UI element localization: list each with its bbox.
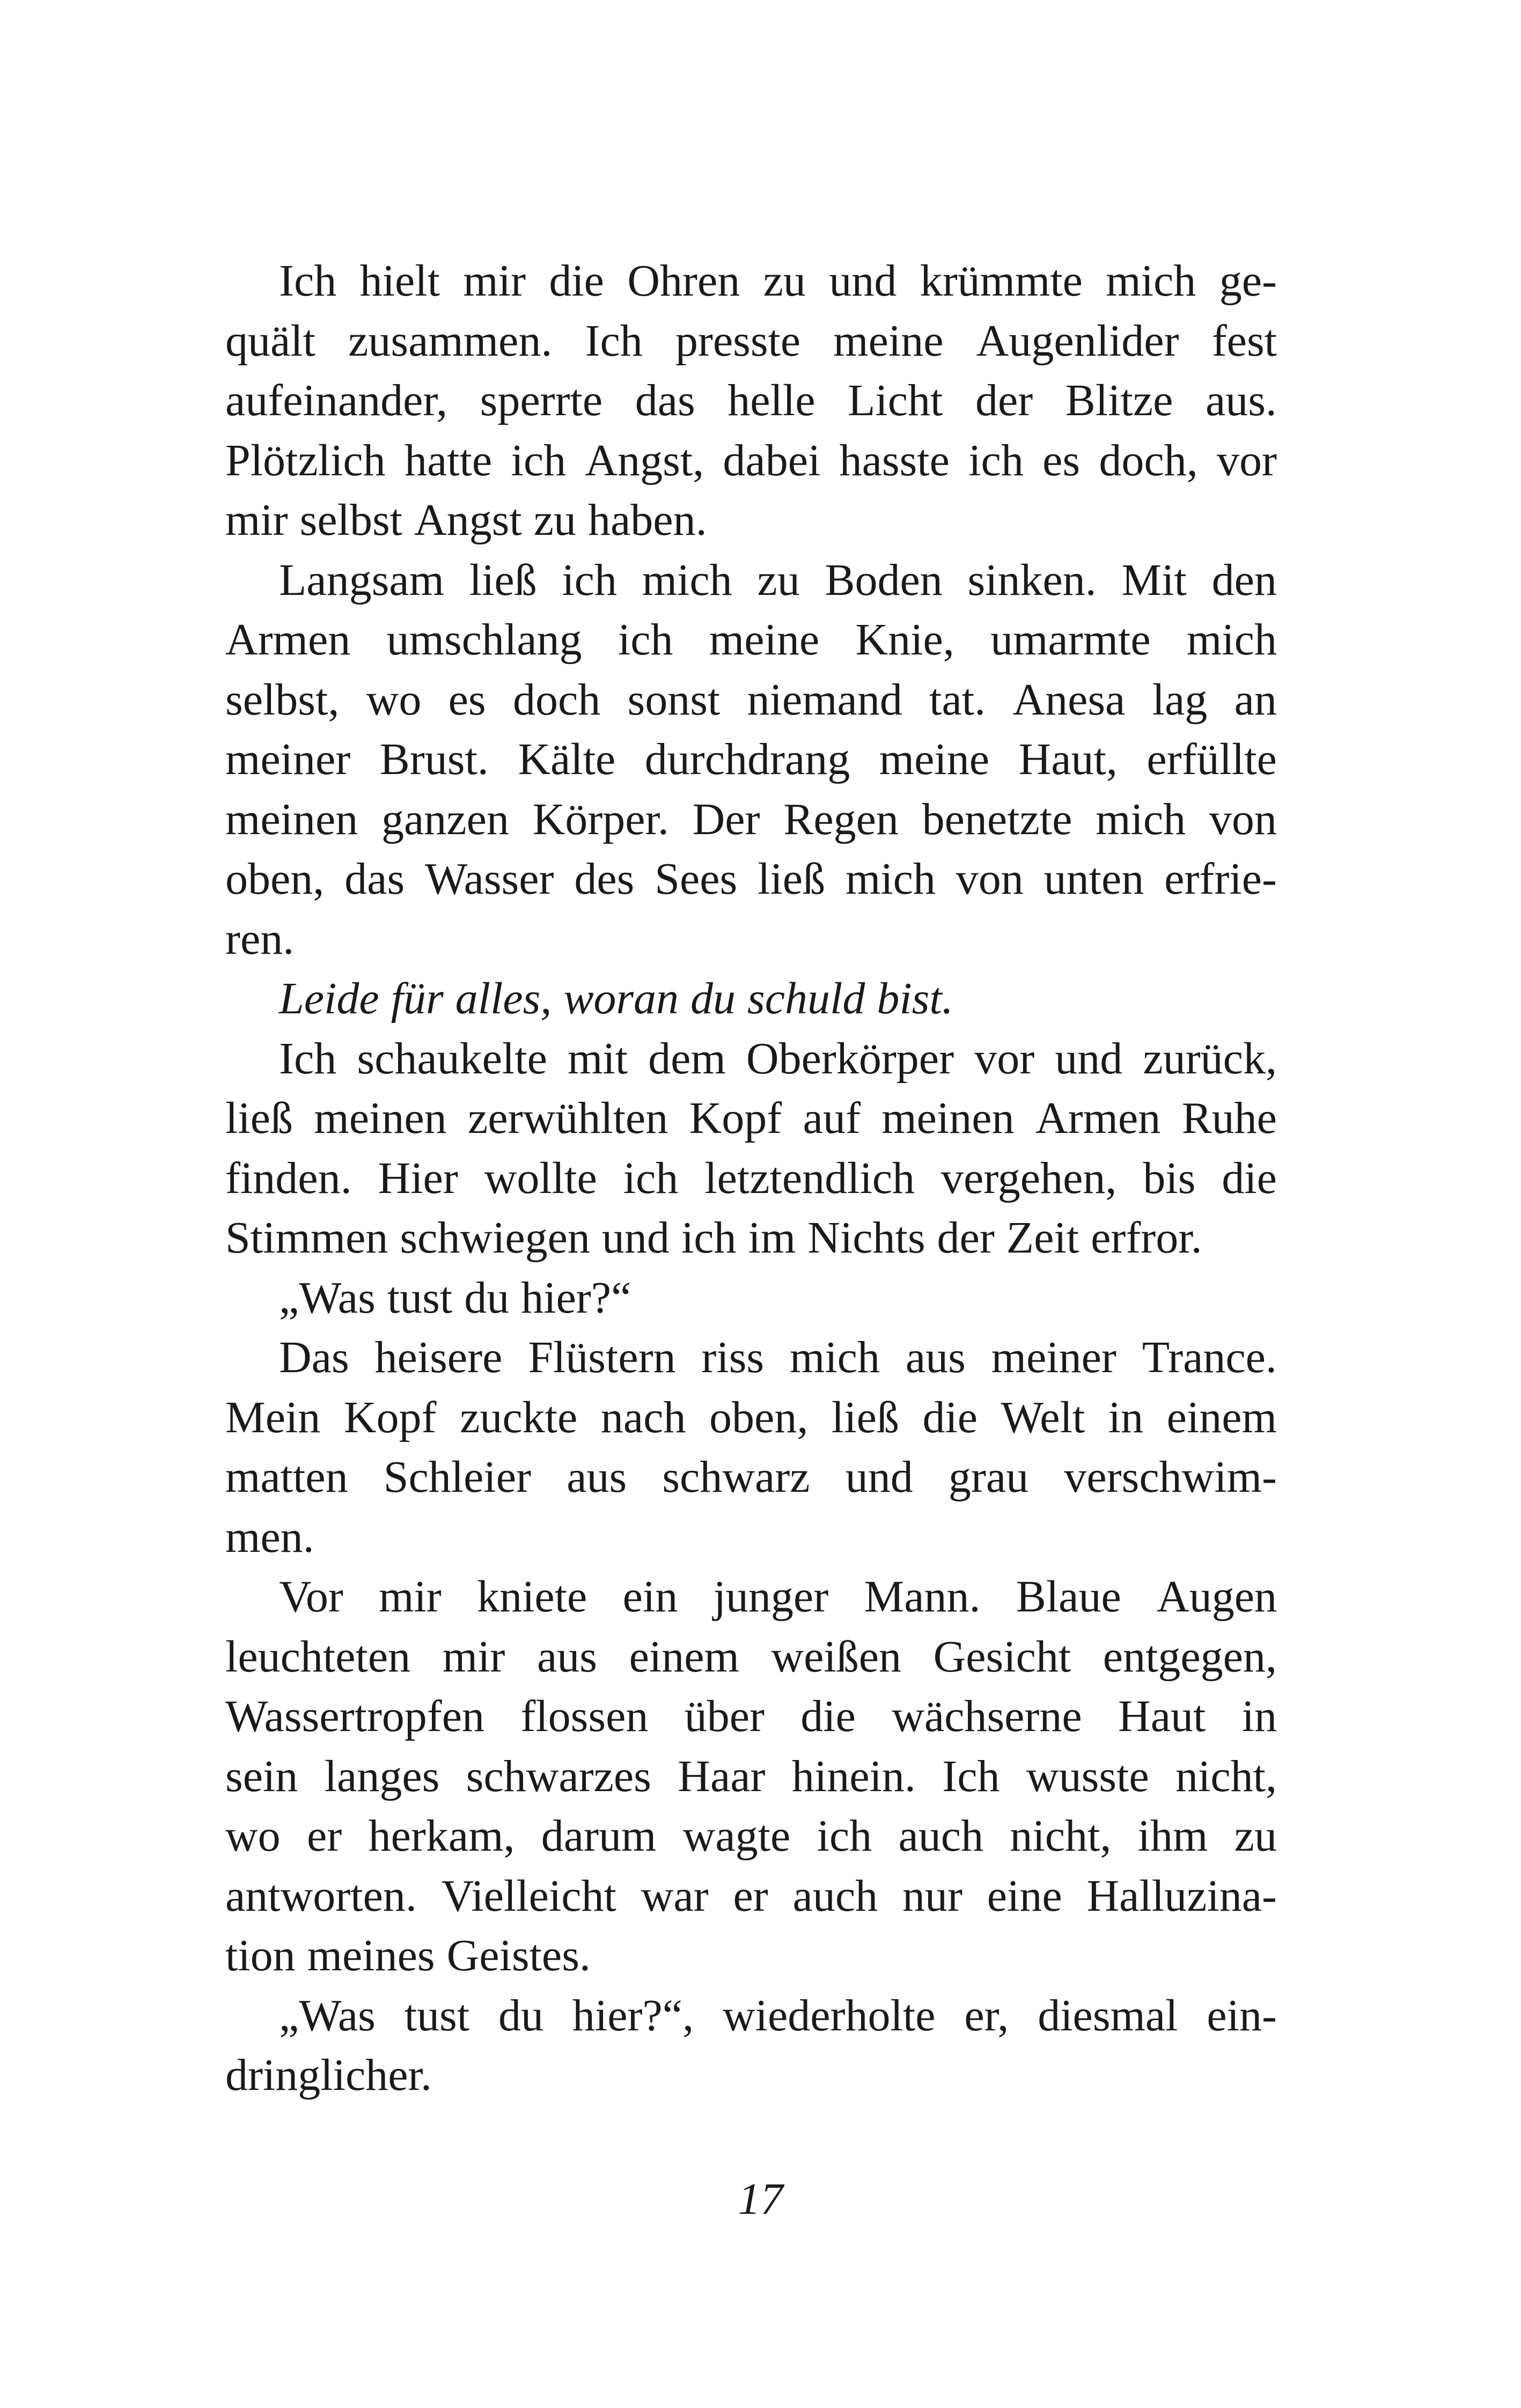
word: sonst (627, 674, 721, 725)
word: umschlang (386, 615, 582, 665)
text-line (225, 251, 1277, 311)
word: er, (964, 1990, 1009, 2041)
word: Kälte (518, 734, 616, 784)
word: aus (537, 1631, 597, 1682)
word: ließ (758, 854, 826, 904)
word: zerwühlten (468, 1093, 668, 1143)
word: sein (225, 1751, 298, 1801)
word: nicht, (1175, 1751, 1277, 1801)
word: mich (789, 1332, 880, 1382)
text-line (225, 1986, 1277, 2046)
word: bist. (877, 974, 953, 1023)
word: Ruhe (1181, 1093, 1277, 1143)
word: Boden (825, 555, 943, 605)
word: woran (563, 974, 679, 1023)
word: oben, (225, 854, 325, 904)
word: herkam, (368, 1811, 515, 1861)
word: Schleier (383, 1452, 531, 1502)
word: schwarzes (466, 1751, 651, 1801)
word: zu (763, 256, 806, 306)
word: meiner (991, 1332, 1116, 1382)
text-line (225, 1507, 1277, 1567)
word: nach (600, 1392, 686, 1442)
word: wiederholte (722, 1990, 936, 2041)
word: doch, (1099, 435, 1198, 485)
word: nicht, (1010, 1811, 1112, 1861)
word: meine (709, 615, 820, 665)
word: in (1108, 1392, 1144, 1442)
word: wächserne (892, 1691, 1082, 1741)
word: an (1234, 674, 1277, 725)
word: Langsam (279, 555, 444, 605)
word: er (733, 1871, 768, 1921)
word: sinken. (967, 555, 1097, 605)
word: ich (562, 555, 617, 605)
word: krümmte (920, 256, 1083, 306)
word: ließ (831, 1392, 899, 1442)
word: mich (845, 854, 936, 904)
word: Blaue (1016, 1572, 1121, 1622)
word: ich (618, 615, 673, 665)
text-line (225, 730, 1277, 790)
word: Ich (585, 315, 643, 366)
word: kniete (477, 1572, 587, 1622)
word: du (690, 974, 736, 1023)
word: Sees (655, 854, 738, 904)
word: Oberkörper (746, 1033, 954, 1084)
word: Trance. (1142, 1332, 1277, 1382)
word: aus (905, 1332, 966, 1382)
text-line (225, 371, 1277, 431)
word: schaukelte (357, 1033, 547, 1084)
word: Licht (848, 375, 943, 425)
word: ließ (469, 555, 537, 605)
word: vor (1217, 435, 1277, 485)
word: der (937, 1213, 995, 1263)
word: Hier (378, 1153, 458, 1203)
word: umarmte (990, 615, 1151, 665)
word: ich (968, 435, 1024, 485)
word: und (845, 1452, 913, 1502)
word: mich (1096, 794, 1186, 844)
word: hasste (839, 435, 950, 485)
word: meiner (225, 734, 351, 784)
word: oben, (709, 1392, 809, 1442)
word: hier?“ (521, 1272, 631, 1323)
word: schwarz (662, 1452, 810, 1502)
word: zu (1234, 1811, 1277, 1861)
word: die (800, 1691, 856, 1741)
word: vergehen, (941, 1153, 1117, 1203)
word: mit (568, 1033, 628, 1084)
word: Ohren (627, 256, 740, 306)
text-line (225, 431, 1277, 491)
word: vor (974, 1033, 1035, 1084)
word: Armen (1035, 1093, 1161, 1143)
word: alles, (455, 974, 552, 1023)
word: fest (1211, 315, 1277, 366)
word: flossen (520, 1691, 649, 1741)
word: für (391, 974, 444, 1023)
word: Kopf (343, 1392, 437, 1442)
word: bis (1143, 1153, 1196, 1203)
word: doch (512, 674, 601, 725)
word: heisere (374, 1332, 503, 1382)
word: wo (225, 1811, 281, 1861)
text-line (225, 1806, 1277, 1866)
word: „Was (279, 1990, 376, 2041)
word: Regen (783, 794, 899, 844)
word: Mann. (864, 1572, 981, 1622)
word: Ich (279, 256, 337, 306)
word: zurück, (1143, 1033, 1277, 1084)
word: letztendlich (704, 1153, 915, 1203)
word: Armen (225, 615, 351, 665)
text-line (225, 1268, 1277, 1328)
word: „Was (279, 1272, 376, 1323)
word: mich (1187, 615, 1277, 665)
text-line (225, 790, 1277, 850)
word: und (1055, 1033, 1123, 1084)
word: meinen (881, 1093, 1015, 1143)
word: weißen (771, 1631, 901, 1682)
word: einem (1166, 1392, 1277, 1442)
word: junger (713, 1572, 829, 1622)
word: von (1209, 794, 1277, 844)
word: den (1211, 555, 1277, 605)
word: Angst, (585, 435, 704, 485)
word: erfror. (1091, 1213, 1202, 1263)
word: auch (792, 1871, 878, 1921)
word: antworten. (225, 1871, 417, 1921)
word: Nichts (807, 1213, 925, 1263)
word: Leide (279, 974, 379, 1023)
word: ich (817, 1811, 872, 1861)
page-number: 17 (738, 2174, 783, 2224)
word: mir (463, 256, 526, 306)
word: Welt (1001, 1392, 1085, 1442)
word: langes (324, 1751, 440, 1801)
word: Augen (1157, 1572, 1277, 1622)
word: finden. (225, 1153, 352, 1203)
word: zuckte (460, 1392, 578, 1442)
word: ganzen (381, 794, 509, 844)
text-line (225, 1687, 1277, 1747)
word: Plötzlich (225, 435, 386, 485)
text-line (225, 1388, 1277, 1448)
word: meine (833, 315, 944, 366)
word: erfrie- (1164, 854, 1277, 904)
word: men. (225, 1512, 314, 1562)
word: mir (379, 1572, 442, 1622)
word: in (1241, 1691, 1277, 1741)
word: über (684, 1691, 765, 1741)
word: wollte (484, 1153, 597, 1203)
text-line (225, 1567, 1277, 1627)
word: Mit (1121, 555, 1187, 605)
word: des (574, 854, 635, 904)
word: tion (225, 1931, 296, 1980)
word: Wassertropfen (225, 1691, 485, 1741)
word: lag (1152, 674, 1208, 725)
word: niemand (747, 674, 902, 725)
word: Gesicht (933, 1631, 1071, 1682)
word: dringlicher. (225, 2050, 432, 2100)
word: Haut (1118, 1691, 1206, 1741)
word: Kopf (689, 1093, 782, 1143)
word: entgegen, (1103, 1631, 1277, 1682)
word: Vielleicht (441, 1871, 616, 1921)
text-line (225, 610, 1277, 670)
word: darum (541, 1811, 657, 1861)
text-line (225, 1148, 1277, 1209)
word: selbst, (225, 674, 340, 725)
word: Mein (225, 1392, 321, 1442)
text-line (225, 311, 1277, 371)
word: ließ (225, 1093, 293, 1143)
word: er (306, 1811, 342, 1861)
text-line (225, 1627, 1277, 1687)
word: diesmal (1038, 1990, 1178, 2041)
word: Haar (678, 1751, 766, 1801)
word: Augenlider (976, 315, 1179, 366)
text-line (225, 1029, 1277, 1089)
word: tust (404, 1990, 470, 2041)
word: tat. (929, 674, 986, 725)
text-line (225, 1866, 1277, 1926)
word: es (1042, 435, 1081, 485)
word: Flüstern (528, 1332, 676, 1382)
text-line (225, 490, 1277, 550)
word: ich (511, 435, 567, 485)
word: benetzte (922, 794, 1072, 844)
word: aus. (1205, 375, 1277, 425)
word: du (498, 1990, 543, 2041)
word: Ich (279, 1033, 337, 1084)
word: wusste (1026, 1751, 1149, 1801)
text-line (225, 909, 1277, 969)
word: die (1222, 1153, 1277, 1203)
word: ich (681, 1213, 737, 1263)
word: mir (225, 495, 288, 545)
text-line (225, 849, 1277, 909)
word: grau (948, 1452, 1029, 1502)
word: Körper. (532, 794, 669, 844)
word: Halluzina- (1086, 1871, 1277, 1921)
body-text (225, 251, 1277, 2105)
word: Der (692, 794, 760, 844)
word: meinen (225, 794, 358, 844)
text-line (225, 1208, 1277, 1268)
word: Wasser (425, 854, 554, 904)
word: das (635, 375, 695, 425)
word: eine (987, 1871, 1062, 1921)
word: sperrte (480, 375, 603, 425)
word: im (748, 1213, 796, 1263)
word: aus (567, 1452, 627, 1502)
word: durchdrang (644, 734, 850, 784)
word: tust (387, 1272, 453, 1323)
word: erfüllte (1147, 734, 1277, 784)
word: ge- (1219, 256, 1277, 306)
text-line (225, 969, 1277, 1029)
word: matten (225, 1452, 348, 1502)
word: Vor (279, 1572, 343, 1622)
word: war (641, 1871, 709, 1921)
word: aufeinander, (225, 375, 448, 425)
word: Das (279, 1332, 349, 1382)
word: hinein. (791, 1751, 916, 1801)
word: Ich (942, 1751, 1000, 1801)
word: Zeit (1006, 1213, 1079, 1263)
word: quält (225, 315, 315, 366)
word: Blitze (1065, 375, 1173, 425)
word: das (344, 854, 405, 904)
word: hielt (359, 256, 440, 306)
word: haben. (588, 495, 707, 545)
word: ren. (225, 914, 295, 964)
word: zu (533, 495, 576, 545)
text-line (225, 1088, 1277, 1148)
text-line (225, 1926, 1277, 1986)
text-line (225, 1447, 1277, 1507)
text-line (225, 550, 1277, 610)
word: selbst (299, 495, 402, 545)
word: du (464, 1272, 510, 1323)
text-line (225, 1328, 1277, 1388)
word: einem (629, 1631, 739, 1682)
text-line (225, 2045, 1277, 2105)
word: auf (803, 1093, 861, 1143)
word: die (922, 1392, 978, 1442)
word: die (549, 256, 604, 306)
word: mich (642, 555, 732, 605)
word: meines (307, 1931, 435, 1980)
word: hatte (404, 435, 493, 485)
text-line (225, 670, 1277, 730)
word: es (448, 674, 486, 725)
word: meine (879, 734, 990, 784)
word: nur (902, 1871, 962, 1921)
word: ich (623, 1153, 679, 1203)
word: Knie, (855, 615, 954, 665)
word: dem (648, 1033, 726, 1084)
word: verschwim- (1064, 1452, 1277, 1502)
word: mich (1106, 256, 1196, 306)
word: der (975, 375, 1033, 425)
word: ein (622, 1572, 678, 1622)
word: Stimmen (225, 1213, 388, 1263)
word: ihm (1137, 1811, 1208, 1861)
word: riss (701, 1332, 765, 1382)
word: zu (757, 555, 800, 605)
word: Anesa (1012, 674, 1126, 725)
word: Haut, (1018, 734, 1118, 784)
word: mir (442, 1631, 505, 1682)
word: schwiegen (400, 1213, 590, 1263)
word: Angst (414, 495, 522, 545)
word: unten (1044, 854, 1144, 904)
word: leuchteten (225, 1631, 411, 1682)
word: presste (675, 315, 801, 366)
word: Geistes. (446, 1931, 591, 1980)
word: schuld (747, 974, 865, 1023)
word: ein- (1207, 1990, 1277, 2041)
word: von (956, 854, 1024, 904)
word: wagte (682, 1811, 791, 1861)
word: Brust. (379, 734, 489, 784)
text-line (225, 1747, 1277, 1807)
word: wo (366, 674, 422, 725)
word: helle (728, 375, 815, 425)
word: und (601, 1213, 670, 1263)
word: hier?“, (572, 1990, 694, 2041)
word: dabei (723, 435, 821, 485)
word: meinen (314, 1093, 447, 1143)
word: und (829, 256, 897, 306)
word: auch (898, 1811, 984, 1861)
word: zusammen. (348, 315, 553, 366)
